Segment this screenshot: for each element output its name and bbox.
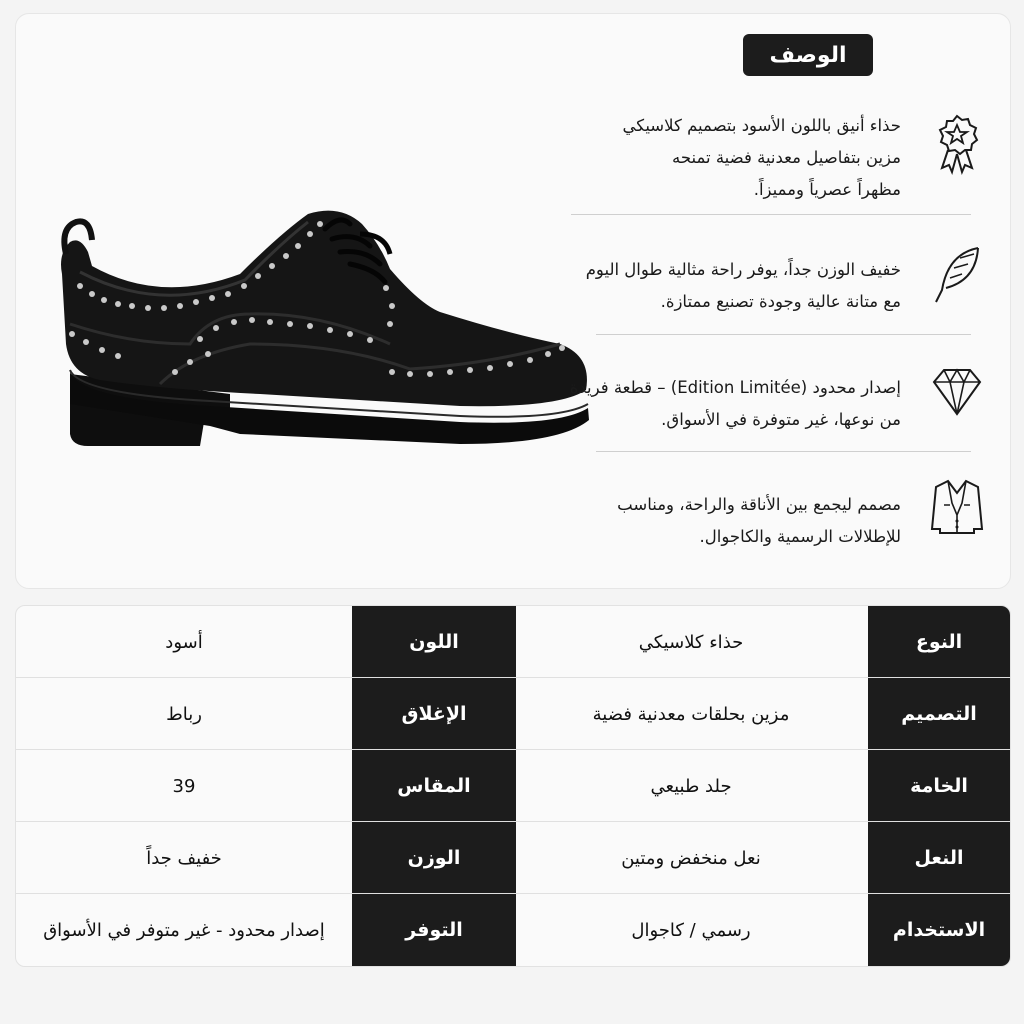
spec-value: رسمي / كاجوال [631, 919, 751, 941]
feature-line: للإطلالات الرسمية والكاجوال. [699, 527, 901, 546]
spec-value: حذاء كلاسيكي [638, 631, 744, 653]
feature-item [556, 94, 986, 204]
feature-line: مظهراً عصرياً ومميزاً. [753, 180, 901, 199]
specs-table [15, 605, 1011, 967]
table-row [16, 678, 1010, 750]
feature-line: مزين بتفاصيل معدنية فضية تمنحه [671, 148, 901, 167]
spec-value: نعل منخفض ومتين [621, 847, 761, 869]
spec-label: الوزن [352, 822, 516, 894]
spec-label: الخامة [868, 750, 1010, 822]
spec-label: التصميم [868, 678, 1010, 750]
spec-value: خفيف جداً [146, 847, 222, 869]
feature-line: مع متانة عالية وجودة تصنيع ممتازة. [660, 292, 901, 311]
studded-oxford-shoe-image [40, 194, 600, 474]
spec-label: النعل [868, 822, 1010, 894]
feature-item [556, 234, 986, 334]
spec-value: مزين بحلقات معدنية فضية [592, 703, 790, 725]
table-row [16, 606, 1010, 678]
diamond-icon [928, 360, 986, 424]
feature-item [556, 469, 986, 569]
blazer-icon [928, 475, 986, 539]
table-row [16, 894, 1010, 966]
feature-line: حذاء أنيق باللون الأسود بتصميم كلاسيكي [622, 116, 901, 135]
spec-value: إصدار محدود - غير متوفر في الأسواق [43, 919, 325, 941]
spec-value: رباط [166, 703, 202, 725]
description-card [15, 13, 1011, 589]
award-medal-icon [928, 112, 986, 176]
spec-label: النوع [868, 606, 1010, 678]
spec-label: التوفر [352, 894, 516, 966]
feature-item [556, 354, 986, 454]
spec-label: الإغلاق [352, 678, 516, 750]
feature-line: خفيف الوزن جداً، يوفر راحة مثالية طوال اليوم [585, 260, 901, 279]
divider [596, 451, 971, 452]
feature-line: من نوعها، غير متوفرة في الأسواق. [661, 410, 901, 429]
spec-value: جلد طبيعي [650, 775, 732, 797]
spec-value: 39 [172, 775, 196, 797]
spec-label: المقاس [352, 750, 516, 822]
divider [571, 214, 971, 215]
description-title: الوصف [743, 34, 873, 76]
feature-line: إصدار محدود (Edition Limitée) – قطعة فريدة [569, 378, 901, 397]
spec-label: اللون [352, 606, 516, 678]
spec-value: أسود [165, 631, 203, 653]
table-row [16, 750, 1010, 822]
table-row [16, 822, 1010, 894]
divider [596, 334, 971, 335]
spec-label: الاستخدام [868, 894, 1010, 966]
feature-line: مصمم ليجمع بين الأناقة والراحة، ومناسب [617, 495, 901, 514]
feather-icon [928, 244, 986, 308]
